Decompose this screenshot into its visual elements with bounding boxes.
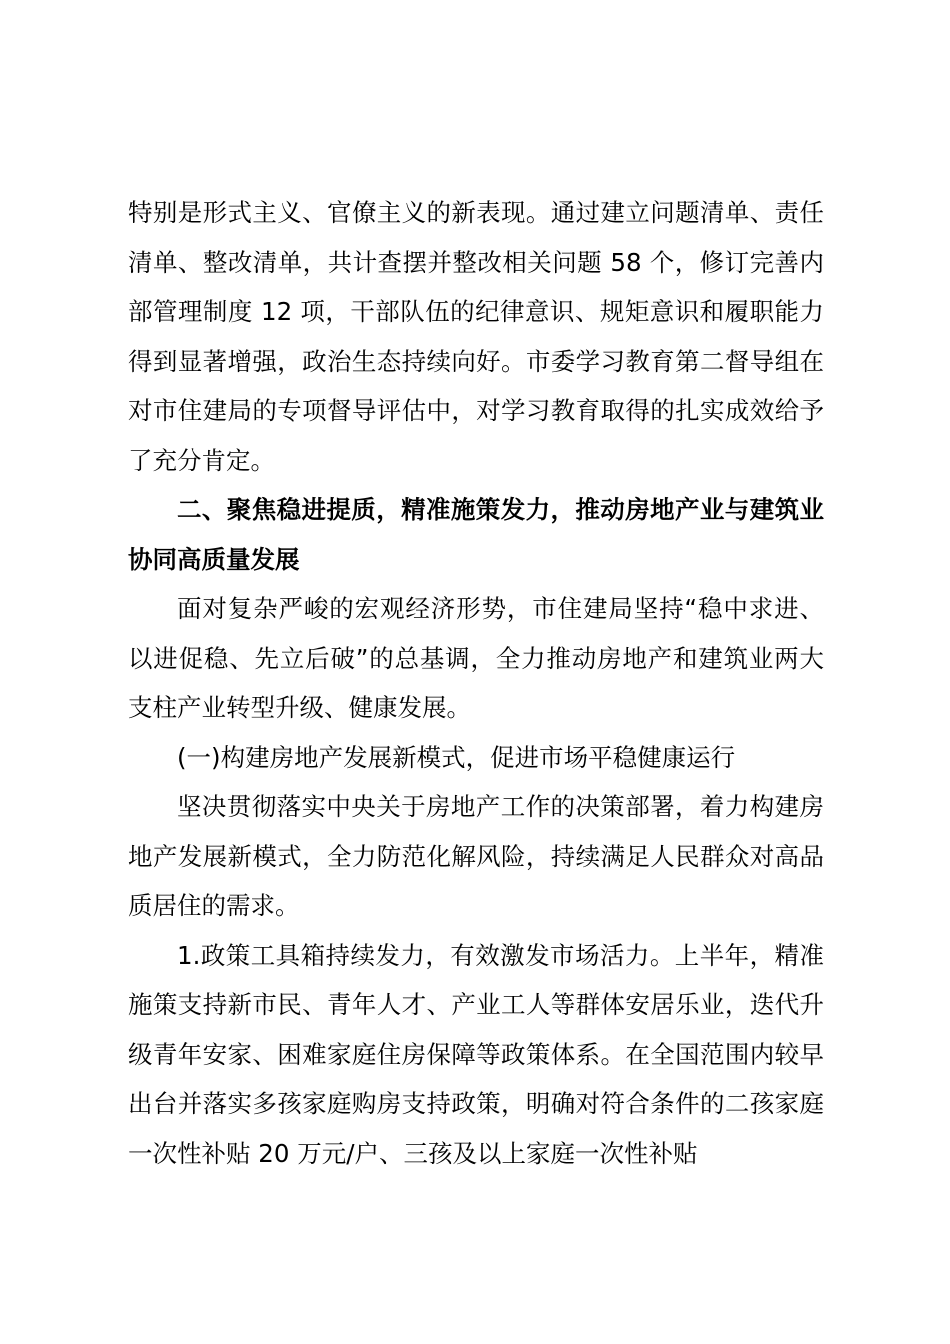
section-heading-2: 二、聚焦稳进提质，精准施策发力，推动房地产业与建筑业协同高质量发展 (128, 495, 824, 574)
body-paragraph-subsection-intro: 坚决贯彻落实中央关于房地产工作的决策部署，着力构建房地产发展新模式，全力防范化解风险，持续满足人民群众对高品质居住的需求。 (128, 792, 824, 920)
document-body (128, 188, 824, 1178)
body-paragraph-1: 特别是形式主义、官僚主义的新表现。通过建立问题清单、责任清单、整改清单，共计查摆并整改相关问题 58 个，修订完善内部管理制度 12 项，干部队伍的纪律意识、规矩意识和履职能力得到显著增强，政治生态持续向好。市委学习教育第二督导组在对市住建局的专项督导评估中，对学习教育取得的扎实成效给予了充分肯定。 (128, 198, 824, 475)
body-paragraph-policy-toolbox: 1.政策工具箱持续发力，有效激发市场活力。上半年，精准施策支持新市民、青年人才、产业工人等群体安居乐业，迭代升级青年安家、困难家庭住房保障等政策体系。在全国范围内较早出台并落实多孩家庭购房支持政策，明确对符合条件的二孩家庭一次性补贴 20 万元/户、三孩及以上家庭一次性补贴 (128, 940, 824, 1168)
subheading-1: (一)构建房地产发展新模式，促进市场平稳健康运行 (177, 742, 736, 772)
body-paragraph-section-intro: 面对复杂严峻的宏观经济形势，市住建局坚持“稳中求进、以进促稳、先立后破”的总基调，全力推动房地产和建筑业两大支柱产业转型升级、健康发展。 (128, 594, 824, 722)
